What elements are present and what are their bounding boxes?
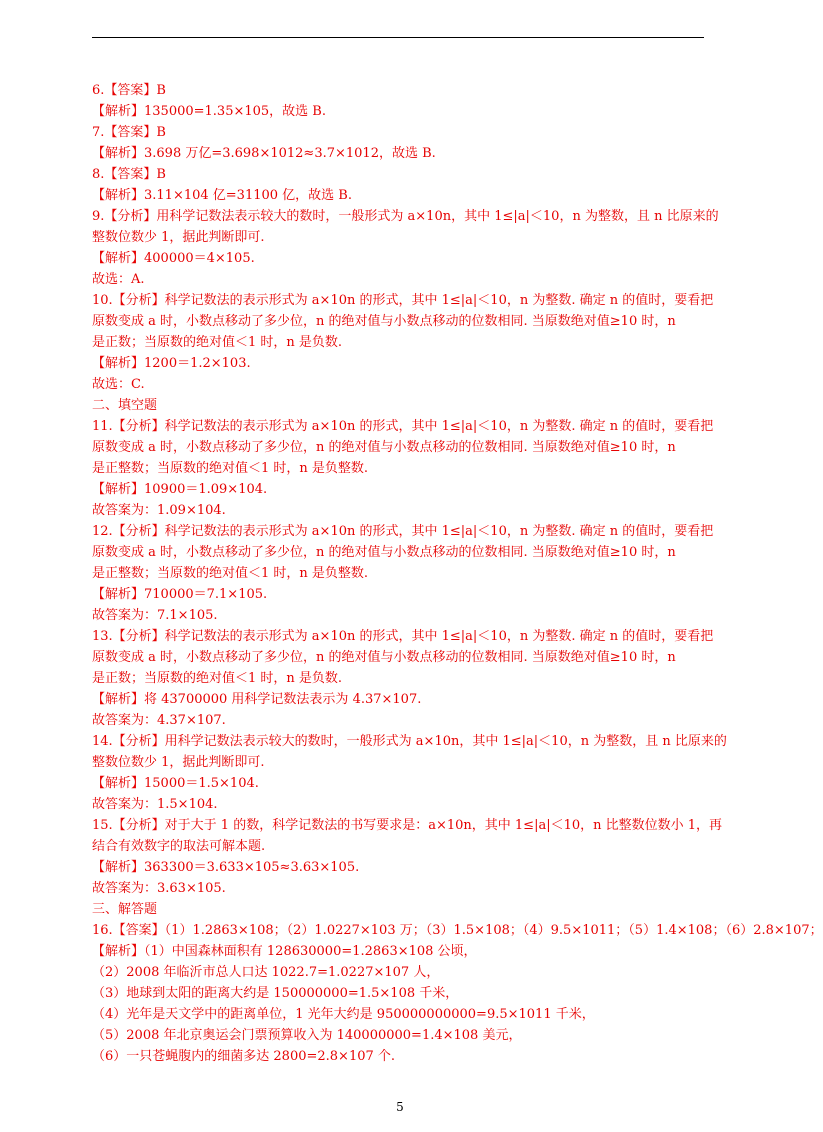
text-line: （4）光年是天文学中的距离单位，1 光年大约是 950000000000=9.5×1011 千米， (92, 1007, 595, 1022)
text-line: 【解析】3.698 万亿=3.698×1012≈3.7×1012，故选 B. (92, 146, 436, 161)
text-line: 故答案为：7.1×105. (92, 608, 218, 623)
text-line: 13.【分析】科学记数法的表示形式为 a×10n 的形式，其中 1≤|a|＜10，n 为整数. 确定 n 的值时，要看把 (92, 629, 714, 644)
text-line: 故答案为：4.37×107. (92, 713, 226, 728)
text-line: 二、填空题 (92, 398, 158, 413)
text-line: 是正整数；当原数的绝对值＜1 时，n 是负整数. (92, 461, 369, 476)
text-line: （2）2008 年临沂市总人口达 1022.7=1.0227×107 人， (92, 965, 440, 980)
text-line: 整数位数少 1，据此判断即可. (92, 755, 265, 770)
text-line: 是正数；当原数的绝对值＜1 时，n 是负数. (92, 671, 343, 686)
text-line: 【解析】135000=1.35×105，故选 B. (92, 104, 326, 119)
text-line: 14.【分析】用科学记数法表示较大的数时，一般形式为 a×10n，其中 1≤|a|＜10，n 为整数，且 n 比原来的 (92, 734, 727, 749)
text-line: 故答案为：3.63×105. (92, 881, 226, 896)
text-line: 原数变成 a 时，小数点移动了多少位，n 的绝对值与小数点移动的位数相同. 当原数绝对值≥10 时，n (92, 440, 676, 455)
text-line: 6.【答案】B (92, 83, 166, 98)
text-line: （3）地球到太阳的距离大约是 150000000=1.5×108 千米， (92, 986, 459, 1001)
text-line: 是正数；当原数的绝对值＜1 时，n 是负数. (92, 335, 343, 350)
text-line: 16.【答案】（1）1.2863×108；（2）1.0227×103 万；（3）1.5×108；（4）9.5×1011；（5）1.4×108；（6）2.8×107； (92, 923, 823, 938)
document-body (92, 80, 823, 1067)
text-line: 【解析】（1）中国森林面积有 128630000=1.2863×108 公顷， (92, 944, 477, 959)
text-line: 故选：A. (92, 272, 145, 287)
text-line: 原数变成 a 时，小数点移动了多少位，n 的绝对值与小数点移动的位数相同. 当原数绝对值≥10 时，n (92, 545, 676, 560)
text-line: 【解析】400000＝4×105. (92, 251, 255, 266)
text-line: 【解析】1200＝1.2×103. (92, 356, 251, 371)
text-line: 9.【分析】用科学记数法表示较大的数时，一般形式为 a×10n，其中 1≤|a|＜10，n 为整数，且 n 比原来的 (92, 209, 719, 224)
text-line: 【解析】3.11×104 亿=31100 亿，故选 B. (92, 188, 352, 203)
text-line: 是正整数；当原数的绝对值＜1 时，n 是负整数. (92, 566, 369, 581)
text-line: 结合有效数字的取法可解本题. (92, 839, 266, 854)
text-line: 7.【答案】B (92, 125, 166, 140)
text-line: （5）2008 年北京奥运会门票预算收入为 140000000=1.4×108 美元， (92, 1028, 522, 1043)
header-rule (92, 37, 704, 38)
text-line: 【解析】710000＝7.1×105. (92, 587, 268, 602)
text-line: （6）一只苍蝇腹内的细菌多达 2800=2.8×107 个. (92, 1049, 396, 1064)
page-number: 5 (396, 1100, 404, 1114)
text-line: 【解析】363300＝3.633×105≈3.63×105. (92, 860, 360, 875)
text-line: 15.【分析】对于大于 1 的数，科学记数法的书写要求是：a×10n，其中 1≤|a|＜10，n 比整数位数小 1，再 (92, 818, 723, 833)
text-line: 【解析】10900＝1.09×104. (92, 482, 268, 497)
text-line: 故答案为：1.5×104. (92, 797, 218, 812)
text-line: 原数变成 a 时，小数点移动了多少位，n 的绝对值与小数点移动的位数相同. 当原数绝对值≥10 时，n (92, 650, 676, 665)
text-line: 10.【分析】科学记数法的表示形式为 a×10n 的形式，其中 1≤|a|＜10，n 为整数. 确定 n 的值时，要看把 (92, 293, 714, 308)
text-line: 故选：C. (92, 377, 145, 392)
text-line: 11.【分析】科学记数法的表示形式为 a×10n 的形式，其中 1≤|a|＜10，n 为整数. 确定 n 的值时，要看把 (92, 419, 714, 434)
text-line: 12.【分析】科学记数法的表示形式为 a×10n 的形式，其中 1≤|a|＜10，n 为整数. 确定 n 的值时，要看把 (92, 524, 714, 539)
text-line: 三、解答题 (92, 902, 158, 917)
text-line: 故答案为：1.09×104. (92, 503, 226, 518)
text-line: 原数变成 a 时，小数点移动了多少位，n 的绝对值与小数点移动的位数相同. 当原数绝对值≥10 时，n (92, 314, 676, 329)
text-line: 【解析】将 43700000 用科学记数法表示为 4.37×107. (92, 692, 422, 707)
text-line: 【解析】15000＝1.5×104. (92, 776, 259, 791)
text-line: 整数位数少 1，据此判断即可. (92, 230, 265, 245)
text-line: 8.【答案】B (92, 167, 166, 182)
